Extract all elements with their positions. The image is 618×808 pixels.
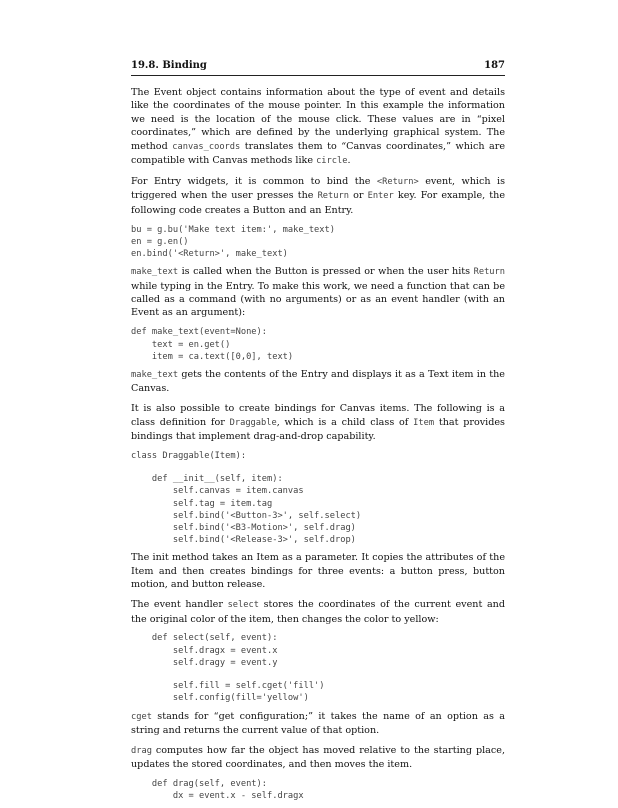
paragraph-entry-widgets: For Entry widgets, it is common to bind the <Return> event, which is triggered when the user presses the Return or Enter key. For example, the following code creates a Button and an Entry. [131, 175, 506, 216]
paragraph-cget: cget stands for “get configuration;” it takes the name of an option as a string and returns the current value of that option. [131, 710, 505, 736]
paragraph-make-text: make_text is called when the Button is pressed or when the user hits Return while typing in the Entry. To make this work, we need a function that can be called as a command (with no arguments) or as an event handler (with an Event as an argument): [131, 266, 505, 319]
inline-code: make_text [131, 370, 179, 380]
section-title: 19.8. Binding [131, 60, 207, 71]
code-block: bu = g.bu('Make text item:', make_text) en = g.en() en.bind('<Return>', make_text) [131, 224, 335, 260]
inline-code: select [227, 600, 259, 611]
header-rule [131, 75, 505, 76]
inline-code: <Return> [376, 176, 419, 187]
code-block: def drag(self, event): dx = event.x - self.dragx [151, 779, 304, 802]
paragraph-select-handler: The event handler select stores the coordinates of the current event and the original color of the item, then changes the color to yellow: [131, 599, 505, 625]
inline-code: Item [413, 417, 435, 428]
page-number: 187 [484, 60, 505, 71]
paragraph-make-text-gets: make_text gets the contents of the Entry and displays it as a Text item in the Canvas. [131, 369, 505, 395]
paragraph-canvas-bindings: It is also possible to create bindings for Canvas items. The following is a class definition for Draggable, which is a child class of Item that provides bindings that implement drag-and-drop capability. [131, 403, 505, 443]
code-block: def make_text(event=None): text = en.get() item = ca.text([0,0], text) [131, 327, 294, 362]
inline-code: drag [131, 745, 152, 756]
code-block: def __init__(self, item): self.canvas = item.canvas self.tag = item.tag self.bind('<Button-3>', self.select) self.bind('<B3-Motion>', self.drag) self.bind('<Release-3>', self.drop) [151, 474, 362, 546]
running-header [131, 60, 505, 71]
paragraph-init-method: The init method takes an Item as a parameter. It copies the attributes of the Item and then creates bindings for three events: a button press, button motion, and button release. [131, 552, 505, 591]
inline-code: Return [317, 191, 349, 202]
inline-code: Return [473, 267, 505, 278]
code-block: def select(self, event): self.dragx = event.x self.dragy = event.y [151, 633, 278, 668]
inline-code: cget [131, 711, 152, 722]
code-block: class Draggable(Item): [131, 451, 247, 462]
inline-code: Draggable [229, 417, 277, 428]
code-block: self.fill = self.cget('fill') self.config(fill='yellow') [172, 681, 325, 704]
paragraph-drag: drag computes how far the object has moved relative to the starting place, updates the stored coordinates, and then moves the item. [131, 744, 505, 771]
inline-code: make_text [131, 267, 179, 278]
inline-code: Enter [367, 191, 394, 202]
inline-code: canvas_coords [172, 141, 241, 152]
paragraph-event-object: The Event object contains information about the type of event and details like the coordinates of the mouse pointer. In this example the information we need is the location of the mouse click. These values are in “pixel coordinates,” which are defined by the underlying graphical system. The method canvas_coords translates them to “Canvas coordinates,” which are compatible with Canvas methods like circle. [131, 87, 506, 167]
page-body [131, 86, 505, 808]
inline-code: circle [316, 156, 348, 167]
